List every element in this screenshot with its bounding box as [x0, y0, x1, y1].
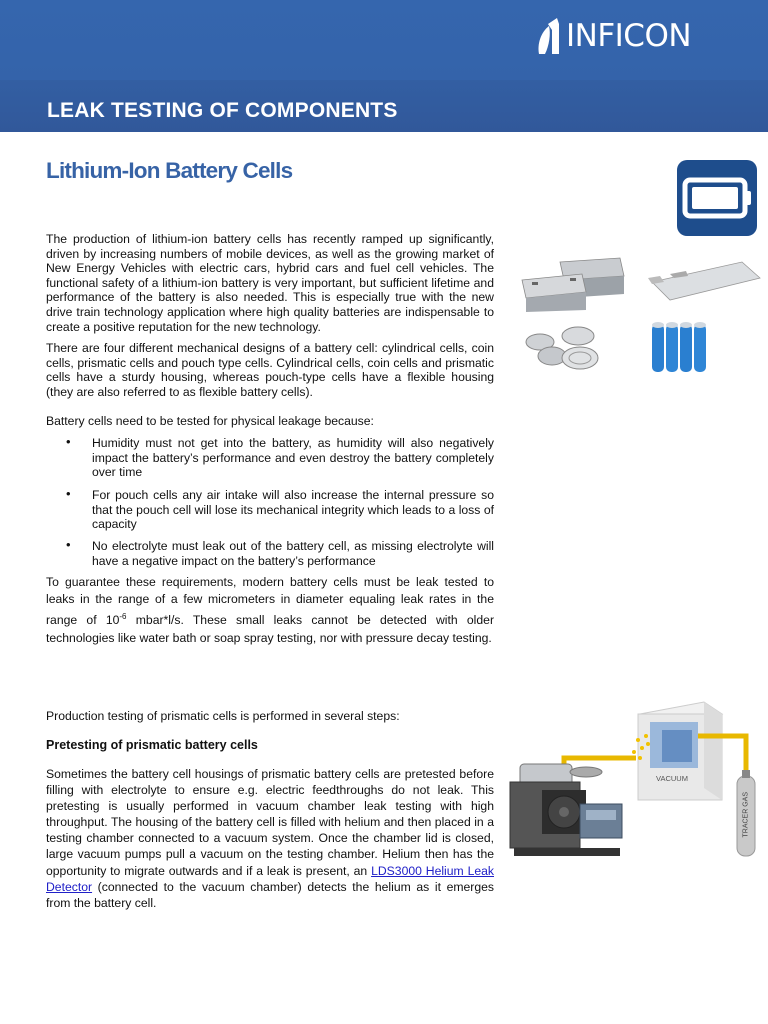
- prismatic-cells-image: [520, 254, 632, 314]
- battery-icon: [677, 160, 757, 236]
- bullet-icon: •: [66, 434, 71, 449]
- requirements-text-end: mbar*l/s. These small leaks cannot be detected with older technologies like water bath or soap spray testing, nor with pressure decay testing.: [46, 613, 495, 645]
- coin-cells-image: [522, 324, 602, 374]
- paragraph-intro: The production of lithium-ion battery cells has recently ramped up significantly, driven by increasing numbers of mobile devices, as well as the growing market of New Energy Vehicles with electric cars, hybrid cars and fuel cell vehicles. The functional safety of a lithium-ion battery is very important, but sufficient lifetime and performance of the battery is also needed. This is especially true with the new drive train technology application where high quality batteries are indispensable to create a positive reputation for the new technology.: [46, 232, 494, 334]
- pretesting-text-end: (connected to the vacuum chamber) detects the helium as it emerges from the battery cell.: [46, 879, 494, 910]
- bullet-text: No electrolyte must leak out of the battery cell, as missing electrolyte will have a negative impact on the battery’s performance: [92, 539, 494, 568]
- document-title: Lithium-Ion Battery Cells: [46, 158, 293, 183]
- pretesting-text: Sometimes the battery cell housings of prismatic battery cells are pretested before filling with electrolyte to ensure e.g. electric feedthroughs do not leak. This pretesting is usually performed in vacuum chamber leak testing with high throughput. The housing of the battery cell is filled with helium and then placed in a testing chamber connected to a vacuum system. Once the chamber lid is closed, large vacuum pumps pull a vacuum on the testing chamber. Helium then has the opportunity to migrate outwards and if a leak is present, an: [46, 767, 494, 878]
- vacuum-label: VACUUM: [656, 774, 688, 783]
- leak-test-illustration: [508, 700, 766, 862]
- subheading-pretesting: Pretesting of prismatic battery cells: [46, 738, 258, 752]
- paragraph-requirements: [46, 574, 494, 647]
- paragraph-leakage-reasons: Battery cells need to be tested for physical leakage because:: [46, 414, 374, 428]
- paragraph-pretesting: [46, 766, 494, 911]
- header-banner: [0, 0, 768, 132]
- lds3000-link[interactable]: LDS3000 Helium Leak Detector: [46, 863, 494, 894]
- tracer-gas-label: TRACER GAS: [742, 791, 750, 838]
- requirements-text: To guarantee these requirements, modern battery cells must be leak tested to leaks in the range of a few micrometers in diameter equaling leak rates in the range of 10: [46, 575, 494, 628]
- cylindrical-cells-image: [650, 318, 714, 374]
- bullet-icon: •: [66, 537, 71, 552]
- bullet-text: Humidity must not get into the battery, as humidity will also negatively impact the battery’s performance and even destroy the battery completely over time: [92, 436, 494, 480]
- brand-name: INFICON: [566, 18, 692, 54]
- bullet-text: For pouch cells any air intake will also increase the internal pressure so that the pouch cell will lose its mechanical integrity which leads to a loss of capacity: [92, 488, 494, 532]
- bullet-icon: •: [66, 486, 71, 501]
- paragraph-steps: Production testing of prismatic cells is performed in several steps:: [46, 709, 400, 723]
- paragraph-designs: There are four different mechanical designs of a battery cell: cylindrical cells, coin cells, prismatic cells and pouch type cells. Cylindrical cells, coin cells and prismatic cells have a sturdy housing, whereas pouch-type cells have a flexible housing (they are also referred to as flexible battery cells).: [46, 341, 494, 399]
- pouch-cell-image: [646, 256, 764, 302]
- exponent: -6: [119, 612, 127, 622]
- leak-test-diagram: [508, 700, 766, 862]
- section-title: LEAK TESTING OF COMPONENTS: [47, 99, 398, 122]
